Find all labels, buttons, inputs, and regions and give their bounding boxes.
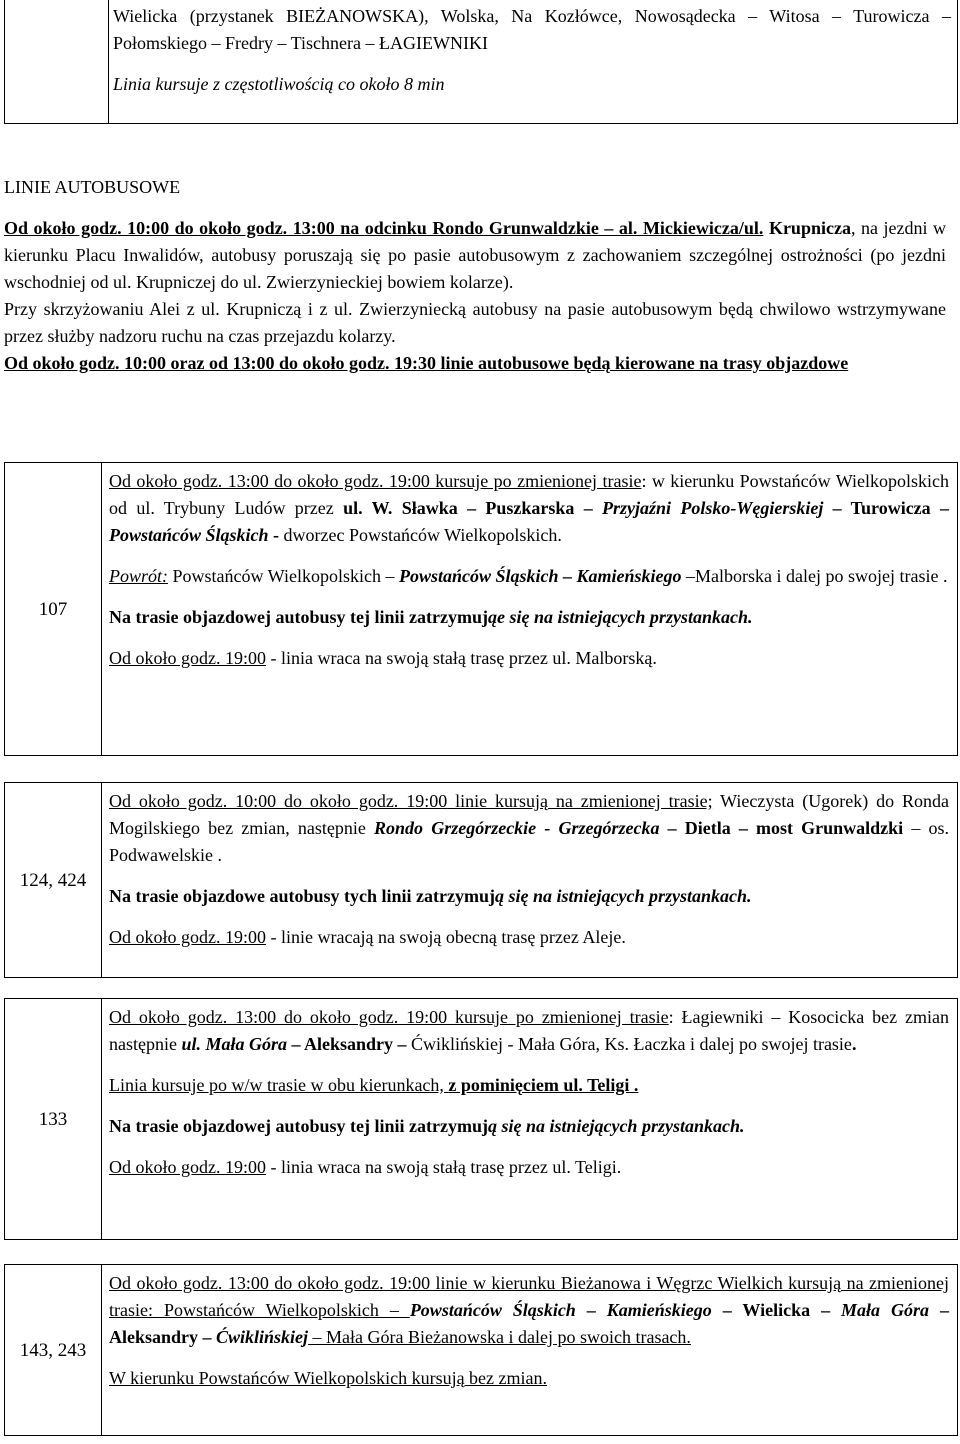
- line-paragraph: [109, 1004, 949, 1058]
- text-run: – Aleksandry –: [287, 1034, 412, 1054]
- text-run: Od około godz. 19:00: [109, 648, 266, 668]
- text-run: - linia wraca na swoją stałą trasę przez ul. Malborską.: [266, 648, 657, 668]
- text-run: – Mała Góra Bieżanowska i dalej po swoich trasach.: [308, 1327, 691, 1347]
- text-run: Od około godz. 13:00 do około godz. 19:00 kursuje po zmienionej trasie: [109, 471, 642, 491]
- text-run: ąe się na istniejących przystankach.: [487, 607, 753, 627]
- text-run: ą się na istniejących przystankach.: [487, 1116, 745, 1136]
- text-run: –: [575, 1300, 607, 1320]
- text-run: – Dietla – most Grunwaldzki: [659, 818, 904, 838]
- text-run: Powstańców Śląskich – Kamieńskiego: [398, 566, 682, 586]
- line-paragraph: [109, 1365, 949, 1392]
- text-run: – Wielicka –: [711, 1300, 842, 1320]
- tram-route-table: [4, 0, 958, 124]
- text-run: linie kursują na zmienionej trasie;: [447, 791, 713, 811]
- text-run: - linie wracają na swoją obecną trasę przez Aleje.: [266, 927, 626, 947]
- text-run: dworzec Powstańców Wielkopolskich.: [283, 525, 562, 545]
- line-paragraph: [109, 645, 949, 672]
- text-run: Od około godz. 19:00: [109, 1157, 266, 1177]
- line-143-243-content: [101, 1265, 957, 1435]
- text-run: Ćwiklińskiej: [216, 1327, 309, 1347]
- text-run: Kamieńskiego: [606, 1300, 712, 1320]
- bus-section-para1: [4, 215, 946, 296]
- tram-route-text: Wielicka (przystanek BIEŻANOWSKA), Wolska, Na Kozłówce, Nowosądecka – Witosa – Turowicza – Połomskiego – Fredry – Tischnera – ŁAGIEWNIKI: [113, 6, 951, 53]
- line-124-424-row: [4, 782, 958, 978]
- text-run: Powstańców Wielkopolskich –: [168, 566, 399, 586]
- text-run: W kierunku Powstańców Wielkopolskich kursują bez zmian.: [109, 1368, 548, 1388]
- text-run: Od około godz. 10:00 do około godz. 13:00 na odcinku Rondo Grunwaldzkie – al. Mickiewicza/ul.: [4, 218, 764, 238]
- line-143-243-row: [4, 1264, 958, 1436]
- line-paragraph: [109, 604, 949, 631]
- text-run: Powrót:: [109, 566, 169, 586]
- text-run: Na trasie objazdowe autobusy tych linii zatrzymuj: [109, 886, 495, 906]
- line-number: 133: [5, 999, 102, 1239]
- bus-section-para2: Przy skrzyżowaniu Alei z ul. Krupniczą i z ul. Zwierzyniecką autobusy na pasie autobusowym będą chwilowo wstrzymywane przez służby nadzoru ruchu na czas przejazdu kolarzy.: [4, 299, 946, 346]
- bus-section-heading: LINIE AUTOBUSOWE: [4, 177, 181, 197]
- text-run: Przyjaźni Polsko-Węgierskiej: [602, 498, 824, 518]
- text-run: – Turowicza –: [823, 498, 949, 518]
- line-133-row: [4, 998, 958, 1240]
- line-paragraph: [109, 1113, 949, 1140]
- text-run: , na jezdni w kierunku Placu Inwalidów, autobusy poruszają się po pasie autobusowym z zachowaniem szczególnej ostrożności (po jezdni wschodniej od ul. Krupniczej do ul. Zwierzynieckiej bowiem kolarze).: [4, 218, 946, 292]
- bus-section-para3: Od około godz. 10:00 oraz od 13:00 do około godz. 19:30 linie autobusowe będą kierowane na trasy objazdowe: [4, 353, 849, 373]
- text-run: Na trasie objazdowej autobusy tej linii zatrzymuj: [109, 607, 488, 627]
- text-run: – os. Podwawelskie .: [109, 818, 949, 865]
- line-number: 124, 424: [5, 783, 102, 977]
- text-run: -: [268, 525, 284, 545]
- text-run: Od około godz. 10:00 do około godz. 19:00: [109, 791, 448, 811]
- text-run: ul. Mała Góra: [181, 1034, 288, 1054]
- text-run: : w kierunku Powstańców Wielkopolskich od ul. Trybuny Ludów przez: [109, 471, 949, 518]
- line-133-content: [101, 999, 957, 1239]
- line-124-424-content: [101, 783, 957, 977]
- text-run: ą się na istniejących przystankach.: [494, 886, 752, 906]
- text-run: –Malborska i dalej po swojej trasie .: [681, 566, 948, 586]
- line-paragraph: [109, 788, 949, 869]
- text-run: Od około godz. 13:00 do około godz. 19:00 kursuje po zmienionej trasie: [109, 1007, 669, 1027]
- line-paragraph: [109, 1072, 949, 1099]
- text-run: Wieczysta (Ugorek) do Ronda Mogilskiego bez zmian, następnie: [109, 791, 950, 838]
- text-run: Krupnicza: [763, 218, 851, 238]
- line-107-row: [4, 462, 958, 756]
- line-paragraph: [109, 563, 949, 590]
- text-run: Na trasie objazdowej autobusy tej linii zatrzymuj: [109, 1116, 488, 1136]
- text-run: Mała Góra: [841, 1300, 930, 1320]
- text-run: z pominięciem ul. Teligi .: [448, 1075, 639, 1095]
- line-paragraph: [109, 1270, 949, 1351]
- text-run: - linia wraca na swoją stałą trasę przez ul. Teligi.: [266, 1157, 622, 1177]
- text-run: ul. W. Sławka – Puszkarska –: [343, 498, 603, 518]
- text-run: Ćwiklińskiej - Mała Góra, Ks. Łaczka i dalej po swojej trasie: [411, 1034, 852, 1054]
- text-run: Powstańców Wielkopolskich –: [152, 1300, 410, 1320]
- text-run: : Łagiewniki – Kosocicka bez zmian następnie: [109, 1007, 949, 1054]
- line-number: 143, 243: [5, 1265, 102, 1435]
- tram-frequency-text: Linia kursuje z częstotliwością co około 8 min: [113, 74, 445, 94]
- line-107-content: [101, 463, 957, 755]
- tram-route-cell: [108, 0, 957, 123]
- text-run: Od około godz. 19:00: [109, 927, 266, 947]
- line-paragraph: [109, 924, 949, 951]
- text-run: Powstańców Śląskich: [409, 1300, 576, 1320]
- text-run: Linia kursuje po w/w trasie w obu kierunkach,: [109, 1075, 449, 1095]
- text-run: – Aleksandry –: [109, 1300, 950, 1347]
- line-paragraph: [109, 1154, 949, 1181]
- text-run: .: [851, 1034, 857, 1054]
- text-run: Powstańców Śląskich: [109, 525, 269, 545]
- text-run: Od około godz. 13:00 do około godz. 19:00 linie w kierunku Bieżanowa i Węgrzc Wielkich kursują na zmienionej trasie:: [109, 1273, 949, 1320]
- line-paragraph: [109, 883, 949, 910]
- line-number: 107: [5, 463, 102, 755]
- text-run: Rondo Grzegórzeckie - Grzegórzecka: [374, 818, 660, 838]
- line-paragraph: [109, 468, 949, 549]
- bus-section: [4, 174, 946, 377]
